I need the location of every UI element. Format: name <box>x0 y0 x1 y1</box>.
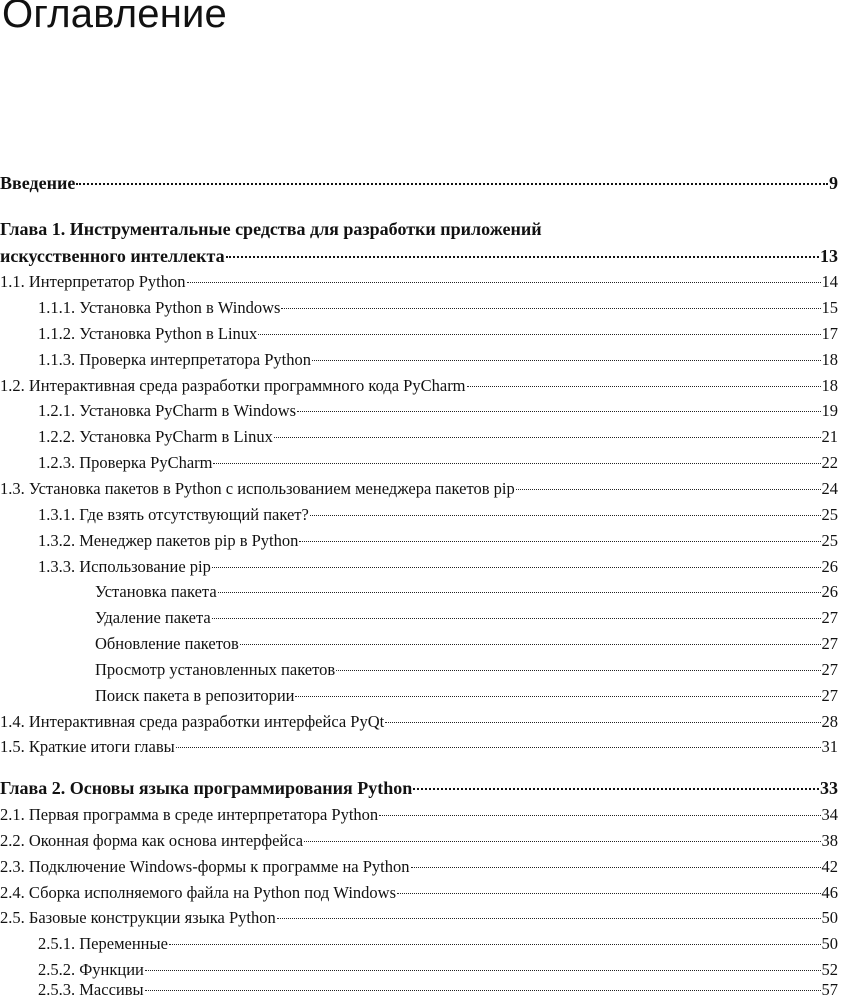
dot-leader <box>277 918 821 919</box>
toc-entry-page: 57 <box>821 980 838 999</box>
dot-leader <box>187 282 821 283</box>
toc-entry[interactable] <box>38 505 838 525</box>
dot-leader <box>379 815 820 816</box>
dot-leader <box>176 747 821 748</box>
toc-entry-label: Установка пакета <box>95 582 217 601</box>
toc-entry-label: 1.1. Интерпретатор Python <box>0 272 186 291</box>
toc-entry-page: 50 <box>821 934 838 953</box>
toc-entry[interactable] <box>38 401 838 421</box>
toc-entry-label: искусственного интеллекта <box>0 246 225 266</box>
toc-entry-page: 13 <box>820 246 838 266</box>
toc-entry[interactable] <box>95 608 838 628</box>
dot-leader <box>169 944 821 945</box>
toc-entry-page: 26 <box>821 582 838 601</box>
toc-entry-label: 2.3. Подключение Windows-формы к программе на Python <box>0 857 410 876</box>
toc-entry-label: 1.1.3. Проверка интерпретатора Python <box>38 350 312 369</box>
toc-entry-label: 2.5.1. Переменные <box>38 934 168 953</box>
toc-entry[interactable] <box>38 557 838 577</box>
toc-entry[interactable] <box>0 479 838 499</box>
toc-entry[interactable] <box>0 883 838 903</box>
toc-entry[interactable] <box>0 831 838 851</box>
toc-entry-page: 17 <box>821 324 838 343</box>
toc-entry-page: 27 <box>821 686 838 705</box>
dot-leader <box>213 463 820 464</box>
toc-entry-page: 25 <box>821 531 838 550</box>
toc-entry-page: 46 <box>821 883 838 902</box>
toc-entry-label: 1.1.1. Установка Python в Windows <box>38 298 281 317</box>
toc-entry-page: 18 <box>821 376 838 395</box>
toc-entry[interactable] <box>0 376 838 396</box>
toc-entry-page: 27 <box>821 634 838 653</box>
dot-leader <box>76 183 828 185</box>
toc-entry-label: 2.5.3. Массивы <box>38 980 144 999</box>
dot-leader <box>212 567 821 568</box>
toc-entry-page: 22 <box>821 453 838 472</box>
dot-leader <box>145 970 821 971</box>
toc-entry-page: 26 <box>821 557 838 576</box>
toc-entry[interactable] <box>95 634 838 654</box>
toc-entry-chapter-1[interactable] <box>0 246 838 266</box>
dot-leader <box>295 696 820 697</box>
toc-entry[interactable] <box>0 908 838 928</box>
toc-entry[interactable] <box>38 453 838 473</box>
toc-entry[interactable] <box>38 934 838 954</box>
dot-leader <box>145 990 821 991</box>
toc-entry-page: 50 <box>821 908 838 927</box>
dot-leader <box>281 308 820 309</box>
toc-entry-label: Поиск пакета в репозитории <box>95 686 295 705</box>
toc-entry-label: 2.5.2. Функции <box>38 960 144 979</box>
toc-entry-page: 28 <box>821 712 838 731</box>
toc-entry-page: 19 <box>821 401 838 420</box>
dot-leader <box>218 592 821 593</box>
toc-entry-page: 9 <box>829 173 838 193</box>
toc-entry[interactable] <box>38 350 838 370</box>
toc-entry[interactable] <box>0 857 838 877</box>
toc-entry-page: 24 <box>821 479 838 498</box>
toc-entry-page: 27 <box>821 608 838 627</box>
dot-leader <box>226 256 819 258</box>
toc-entry-label: Глава 2. Основы языка программирования Python <box>0 778 413 798</box>
toc-entry-page: 42 <box>821 857 838 876</box>
toc-entry-label: 1.2.1. Установка PyCharm в Windows <box>38 401 297 420</box>
dot-leader <box>397 893 820 894</box>
dot-leader <box>304 841 820 842</box>
toc-entry[interactable] <box>0 805 838 825</box>
toc-entry-label: 1.3.2. Менеджер пакетов pip в Python <box>38 531 299 550</box>
chapter-1-title-line1[interactable]: Глава 1. Инструментальные средства для разработки приложений <box>0 219 542 239</box>
toc-entry-label: 2.4. Сборка исполняемого файла на Python под Windows <box>0 883 397 902</box>
toc-entry-label: 1.2. Интерактивная среда разработки программного кода PyCharm <box>0 376 466 395</box>
toc-entry-label: Удаление пакета <box>95 608 211 627</box>
dot-leader <box>336 670 820 671</box>
dot-leader <box>467 386 821 387</box>
toc-entry-page: 27 <box>821 660 838 679</box>
toc-entry-page: 38 <box>821 831 838 850</box>
page-title: Оглавление <box>2 0 228 36</box>
toc-entry-label: Введение <box>0 173 76 193</box>
toc-entry-page: 14 <box>821 272 838 291</box>
toc-entry-page: 34 <box>821 805 838 824</box>
toc-entry[interactable] <box>38 298 838 318</box>
dot-leader <box>212 618 821 619</box>
dot-leader <box>413 788 819 790</box>
toc-entry[interactable] <box>0 272 838 292</box>
toc-entry-label: 1.3.3. Использование pip <box>38 557 211 576</box>
toc-entry-label: 1.3.1. Где взять отсутствующий пакет? <box>38 505 309 524</box>
toc-entry-page: 15 <box>821 298 838 317</box>
toc-entry-chapter-2[interactable] <box>0 778 838 798</box>
toc-entry[interactable] <box>38 960 838 980</box>
toc-entry-label: 1.2.2. Установка PyCharm в Linux <box>38 427 273 446</box>
dot-leader <box>312 360 820 361</box>
toc-entry[interactable] <box>95 660 838 680</box>
toc-entry-page: 31 <box>821 737 838 756</box>
toc-entry[interactable] <box>0 737 838 757</box>
toc-entry-label: Обновление пакетов <box>95 634 239 653</box>
toc-entry[interactable] <box>38 324 838 344</box>
toc-entry-label: 2.2. Оконная форма как основа интерфейса <box>0 831 304 850</box>
dot-leader <box>310 515 821 516</box>
toc-entry[interactable] <box>95 686 838 706</box>
dot-leader <box>274 437 821 438</box>
dot-leader <box>385 722 820 723</box>
toc-entry-page: 52 <box>821 960 838 979</box>
dot-leader <box>297 411 820 412</box>
toc-entry[interactable] <box>95 582 838 602</box>
toc-entry[interactable] <box>38 980 838 1000</box>
toc-entry[interactable] <box>38 531 838 551</box>
dot-leader <box>299 541 820 542</box>
toc-entry-intro[interactable] <box>0 173 838 193</box>
toc-entry-label: 1.5. Краткие итоги главы <box>0 737 175 756</box>
toc-entry-page: 18 <box>821 350 838 369</box>
toc-entry[interactable] <box>0 712 838 732</box>
toc-entry[interactable] <box>38 427 838 447</box>
toc-entry-page: 33 <box>820 778 838 798</box>
dot-leader <box>516 489 821 490</box>
toc-entry-label: 2.1. Первая программа в среде интерпретатора Python <box>0 805 379 824</box>
toc-entry-label: 2.5. Базовые конструкции языка Python <box>0 908 276 927</box>
toc-entry-label: 1.4. Интерактивная среда разработки интерфейса PyQt <box>0 712 385 731</box>
dot-leader <box>240 644 821 645</box>
toc-entry-page: 21 <box>821 427 838 446</box>
toc-entry-page: 25 <box>821 505 838 524</box>
toc-entry-label: 1.1.2. Установка Python в Linux <box>38 324 258 343</box>
dot-leader <box>411 867 821 868</box>
toc-entry-label: 1.2.3. Проверка PyCharm <box>38 453 213 472</box>
toc-entry-label: 1.3. Установка пакетов в Python с использованием менеджера пакетов pip <box>0 479 515 498</box>
dot-leader <box>258 334 820 335</box>
toc-entry-label: Просмотр установленных пакетов <box>95 660 336 679</box>
